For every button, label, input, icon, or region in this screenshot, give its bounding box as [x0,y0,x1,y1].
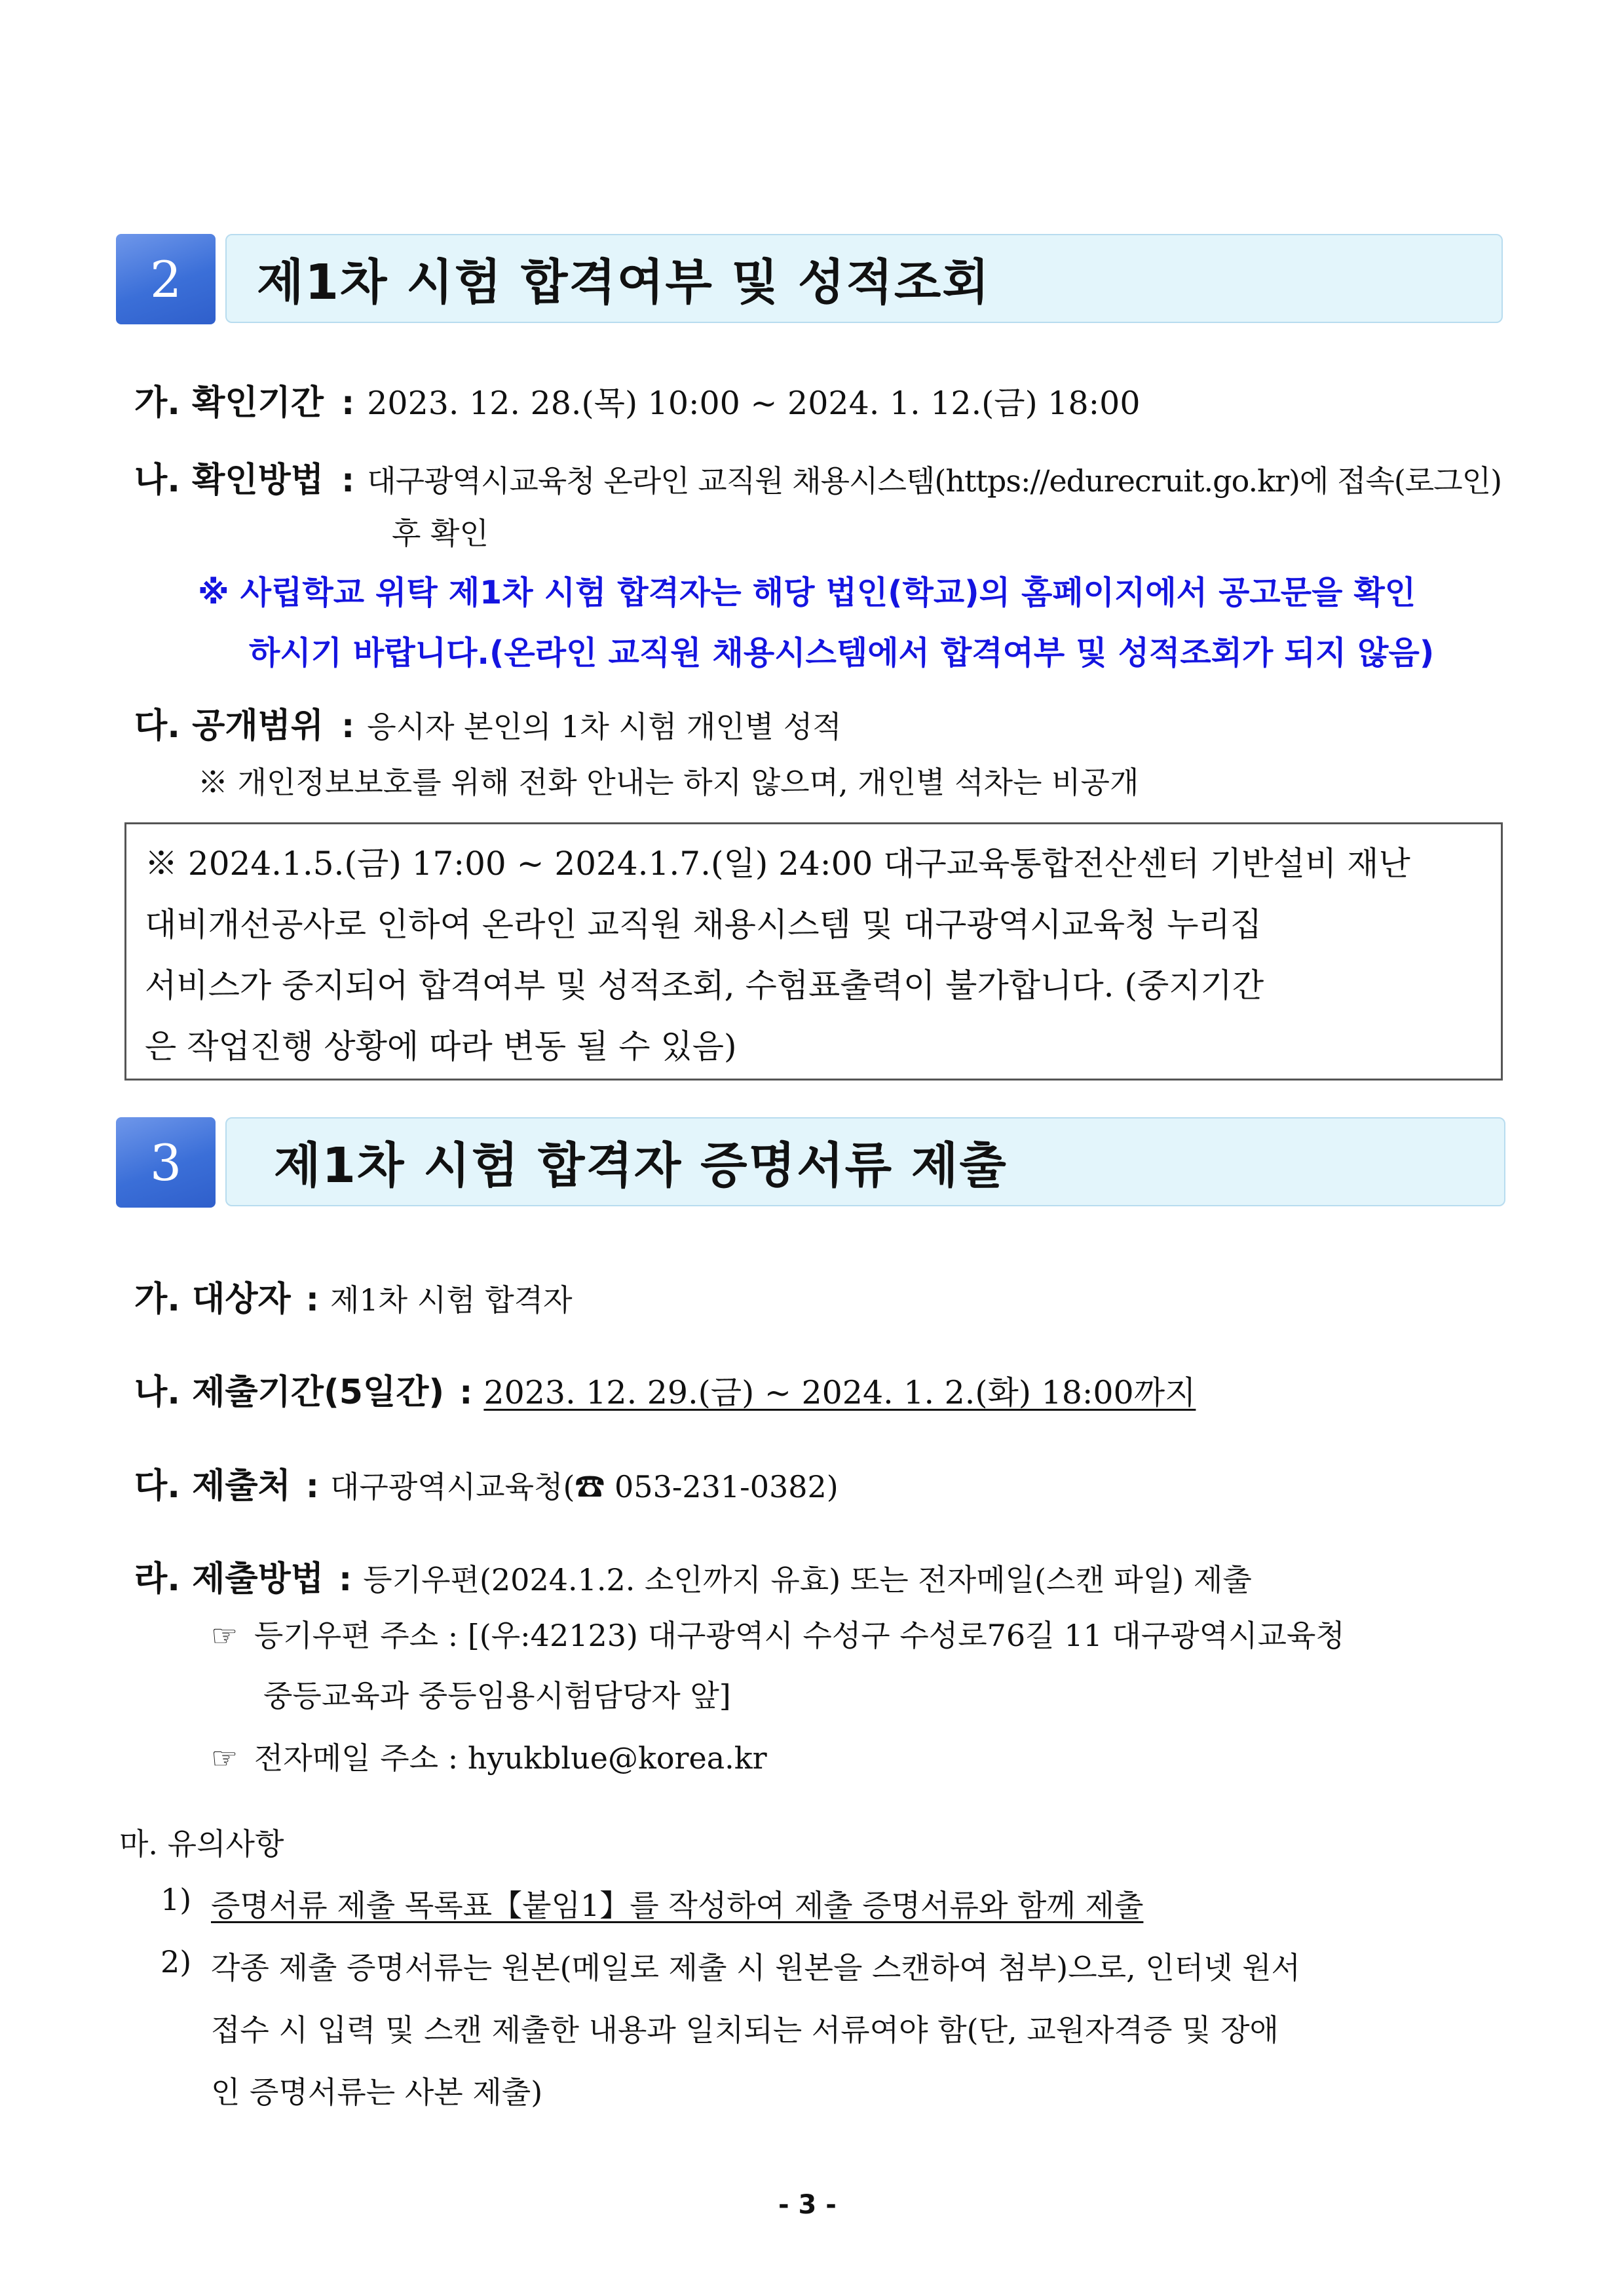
s2-ga-label: 가. 확인기간 [134,383,324,423]
s2-na-value-line2: 후 확인 [392,516,489,551]
s2-da-colon: : [341,707,355,745]
service-outage-notice [124,822,1503,1081]
s3-ra-row [134,1551,1252,1600]
s2-na-label: 나. 확인방법 [134,461,324,500]
s3-na-value: 2023. 12. 29.(금) ~ 2024. 1. 2.(화) 18:00까지 [483,1374,1196,1411]
s3-da-colon: : [305,1467,319,1505]
s2-da-note: ※ 개인정보보호를 위해 전화 안내는 하지 않으며, 개인별 석차는 비공개 [198,765,1139,800]
s2-da-row [134,698,842,747]
s2-na-colon: : [341,461,355,499]
section-3-title-box [225,1117,1505,1206]
s3-ga-label: 가. 대상자 [134,1280,291,1319]
section-3-number [116,1117,216,1208]
s2-na-note-line2: 하시기 바랍니다.(온라인 교직원 채용시스템에서 합격여부 및 성적조회가 되지 않음) [249,634,1435,672]
s3-na-row [134,1364,1196,1413]
section-2-title: 제1차 시험 합격여부 및 성적조회 [257,254,991,311]
s3-da-label: 다. 제출처 [134,1466,291,1506]
s2-da-value: 응시자 본인의 1차 시험 개인별 성적 [367,709,842,744]
s3-ma-item2-num: 2) [161,1944,192,1980]
phone-icon: ☎ [575,1469,605,1504]
s3-na-colon: : [459,1373,473,1411]
s2-ga-colon: : [341,384,355,422]
s3-ra-mail-line1: 등기우편 주소 : [(우:42123) 대구광역시 수성구 수성로76길 11 대구광역시교육청 [254,1618,1345,1653]
notice-line-1: ※ 2024.1.5.(금) 17:00 ~ 2024.1.7.(일) 24:00 대구교육통합전산센터 기반설비 재난 [145,845,1410,883]
s3-ga-value: 제1차 시험 합격자 [330,1282,573,1318]
section-2-number [116,234,216,324]
s3-ga-row [134,1271,573,1320]
s3-ma-item1: 증명서류 제출 목록표【붙임1】를 작성하여 제출 증명서류와 함께 제출 [211,1888,1144,1923]
s3-ra-mail-line2: 중등교육과 중등임용시험담당자 앞] [263,1678,731,1713]
section-3-title: 제1차 시험 합격자 증명서류 제출 [274,1138,1008,1194]
section-3-number-text: 3 [149,1133,182,1192]
s2-ga-row [134,375,1141,424]
s2-na-note-line1: ※ 사립학교 위탁 제1차 시험 합격자는 해당 법인(학교)의 홈페이지에서 공고문을 확인 [198,574,1416,611]
section-2-title-box [225,234,1503,323]
s3-ma-item1-num: 1) [161,1882,192,1917]
notice-line-4: 은 작업진행 상황에 따라 변동 될 수 있음) [145,1027,737,1065]
s3-ma-item2-line3: 인 증명서류는 사본 제출) [211,2075,543,2110]
section-2-number-text: 2 [149,250,182,309]
s3-da-value-post: 053-231-0382) [605,1469,839,1504]
s2-da-label: 다. 공개범위 [134,706,324,746]
s3-da-value-pre: 대구광역시교육청( [330,1469,575,1504]
s2-ga-value: 2023. 12. 28.(목) 10:00 ~ 2024. 1. 12.(금) 18:00 [367,385,1141,422]
notice-line-2: 대비개선공사로 인하여 온라인 교직원 채용시스템 및 대구광역시교육청 누리집 [145,906,1262,944]
s3-ra-value: 등기우편(2024.1.2. 소인까지 유효) 또는 전자메일(스캔 파일) 제출 [363,1562,1252,1598]
s3-ra-colon: : [339,1560,352,1598]
s3-ga-colon: : [305,1280,319,1318]
s2-na-row [134,452,1501,501]
s3-ma-label: 마. 유의사항 [119,1826,284,1862]
s2-na-value-line1: 대구광역시교육청 온라인 교직원 채용시스템(https://edurecruit.go.kr)에 접속(로그인) [367,463,1502,499]
pointer-icon: ☞ [211,1618,238,1653]
s3-ra-label: 라. 제출방법 [134,1559,324,1599]
s3-ra-email-row [211,1734,767,1778]
s3-ra-mail-row [211,1612,1345,1655]
s3-ma-item2-line1: 각종 제출 증명서류는 원본(메일로 제출 시 원본을 스캔하여 첨부)으로, 인터넷 원서 [211,1950,1301,1985]
pointer-icon: ☞ [211,1740,238,1776]
s3-ma-item2-line2: 접수 시 입력 및 스캔 제출한 내용과 일치되는 서류여야 함(단, 교원자격증 및 장애 [211,2012,1279,2048]
notice-line-3: 서비스가 중지되어 합격여부 및 성적조회, 수험표출력이 불가합니다. (중지기간 [145,966,1264,1004]
page-number: - 3 - [778,2190,837,2220]
s3-da-row [134,1458,839,1507]
s3-ra-email-line: 전자메일 주소 : hyukblue@korea.kr [254,1740,767,1776]
s3-na-label: 나. 제출기간(5일간) [134,1373,445,1412]
